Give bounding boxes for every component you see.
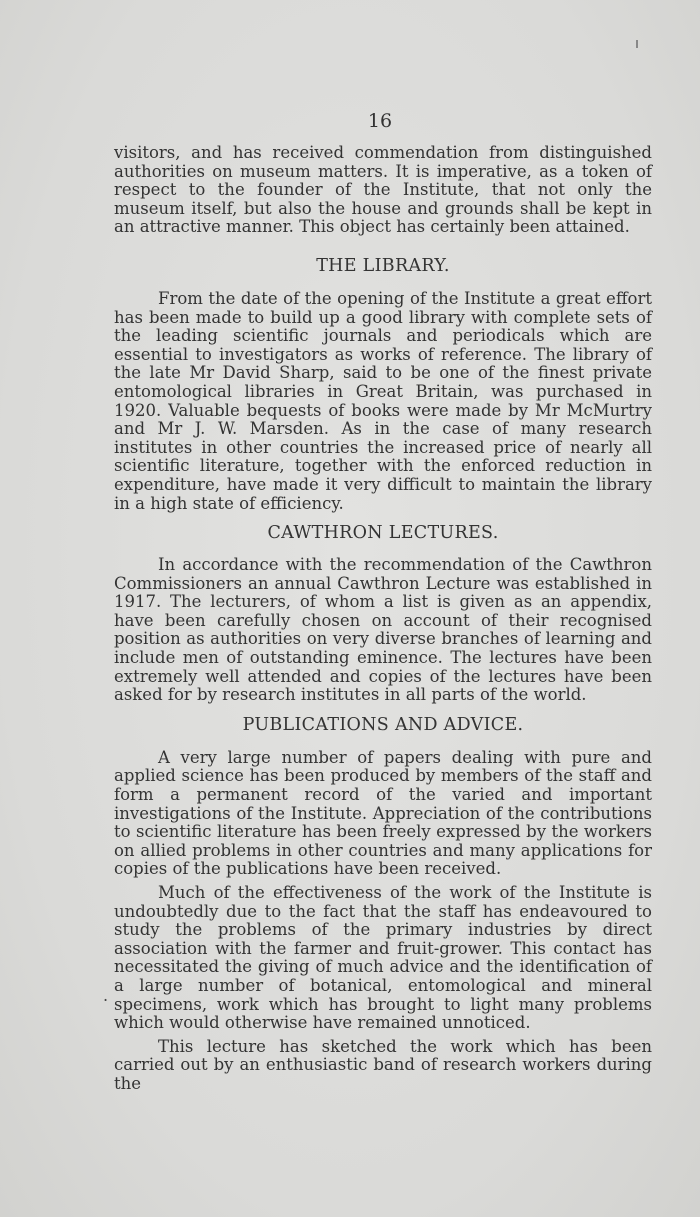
paragraph-effectiveness: Much of the effectiveness of the work of the Institute is undoubtedly due to the fact that the staff has endeavoured to study the problems of the primary industries by direct association with the farmer and fruit-grower. This contact has necessitated the giving of much advice and the identification of a large number of botanical, entomological and mineral specimens, work which has brought to light many problems which would otherwise have remained unnoticed. [114,883,652,1033]
heading-lectures: CAWTHRON LECTURES. [267,523,499,544]
paragraph-lectures: In accordance with the recommendation of the Cawthron Commissioners an annual Cawthron Lecture was established in 1917. The lecturers, of whom a list is given as an appendix, have been carefully chosen on account of their recognised position as authorities on very diverse branches of learning and include men of outstanding eminence. The lectures have been extremely well attended and copies of the lectures have been asked for by research institutes in all parts of the world. [114,555,652,705]
margin-mark: . [103,986,109,1005]
heading-publications: PUBLICATIONS AND ADVICE. [242,714,524,735]
paragraph-intro: visitors, and has received commendation from distinguished authorities on museum matters. It is imperative, as a token of respect to the founder of the Institute, that not only the museum itself, but also the house and grounds shall be kept in an attractive manner. This object has certainly been attained. [114,143,652,237]
page-body [114,144,652,1094]
scan-speck [636,40,638,48]
page-number: 16 [367,110,393,132]
paragraph-closing: This lecture has sketched the work which has been carried out by an enthusiastic band of research workers during the [114,1036,652,1093]
heading-library: THE LIBRARY. [316,255,450,276]
paragraph-publications: A very large number of papers dealing with pure and applied science has been produced by members of the staff and form a permanent record of the varied and important investigations of the Institute. Appreciation of the contributions to scientific literature has been freely expressed by the workers on allied problems in other countries and many applications for copies of the publications have been received. [114,747,652,879]
paragraph-library: From the date of the opening of the Institute a great effort has been made to build up a good library with complete sets of the leading scientific journals and periodicals which are essential to investigators as works of reference. The library of the late Mr David Sharp, said to be one of the finest private entomological libraries in Great Britain, was purchased in 1920. Valuable bequests of books were made by Mr McMurtry and Mr J. W. Marsden. As in the case of many research institutes in other countries the increased price of nearly all scientific literature, together with the enforced reduction in expenditure, have made it very difficult to maintain the library in a high state of efficiency. [114,288,652,513]
